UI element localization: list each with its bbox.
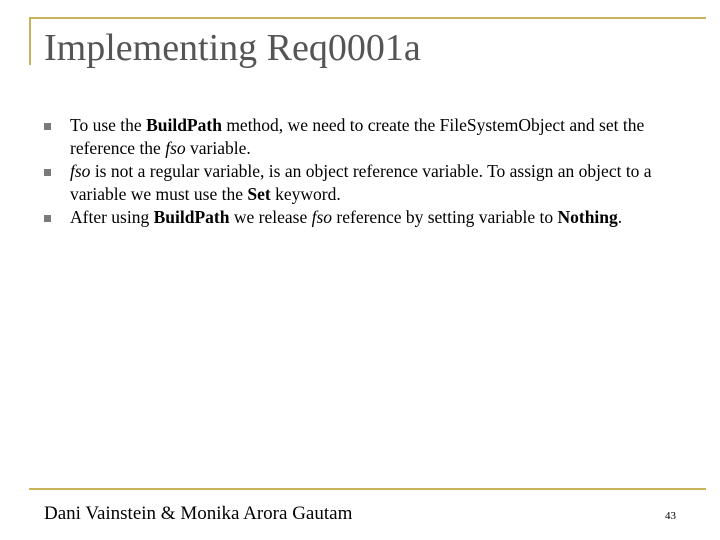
bullet-text-run: fso — [165, 138, 186, 158]
page-number: 43 — [665, 510, 676, 522]
bullet-item — [44, 114, 684, 160]
bullet-text-run: variable. — [185, 138, 251, 158]
bullet-text-run: keyword. — [270, 184, 341, 204]
bullet-item — [44, 206, 684, 229]
bullet-text-run: method, we need to create the FileSystemObject and set the reference the — [70, 115, 645, 158]
bullet-text-run: we release — [229, 207, 312, 227]
footer-rule — [29, 488, 706, 490]
title-accent-horizontal-rule — [29, 17, 706, 19]
bullet-text-run: BuildPath — [153, 207, 230, 227]
bullet-text-run: BuildPath — [146, 115, 222, 135]
bullet-text-run: fso — [311, 207, 333, 227]
bullet-text-run: Nothing — [557, 207, 618, 227]
square-bullet-icon — [44, 215, 51, 222]
bullet-text-run: is not a regular variable, is an object reference variable. To assign an object to a variable we must use the — [70, 161, 652, 204]
bullet-text-run: Set — [247, 184, 271, 204]
bullet-item — [44, 160, 684, 206]
bullet-list — [44, 114, 684, 229]
bullet-text-run: fso — [70, 161, 91, 181]
bullet-text-run: After using — [70, 207, 154, 227]
square-bullet-icon — [44, 169, 51, 176]
square-bullet-icon — [44, 123, 51, 130]
bullet-text-run: . — [617, 207, 623, 227]
bullet-text-run: To use the — [70, 115, 147, 135]
footer-author: Dani Vainstein & Monika Arora Gautam — [44, 503, 353, 524]
title-accent-vertical-rule — [29, 17, 31, 65]
bullet-text-run: reference by setting variable to — [332, 207, 558, 227]
slide-title: Implementing Req0001a — [44, 27, 421, 69]
